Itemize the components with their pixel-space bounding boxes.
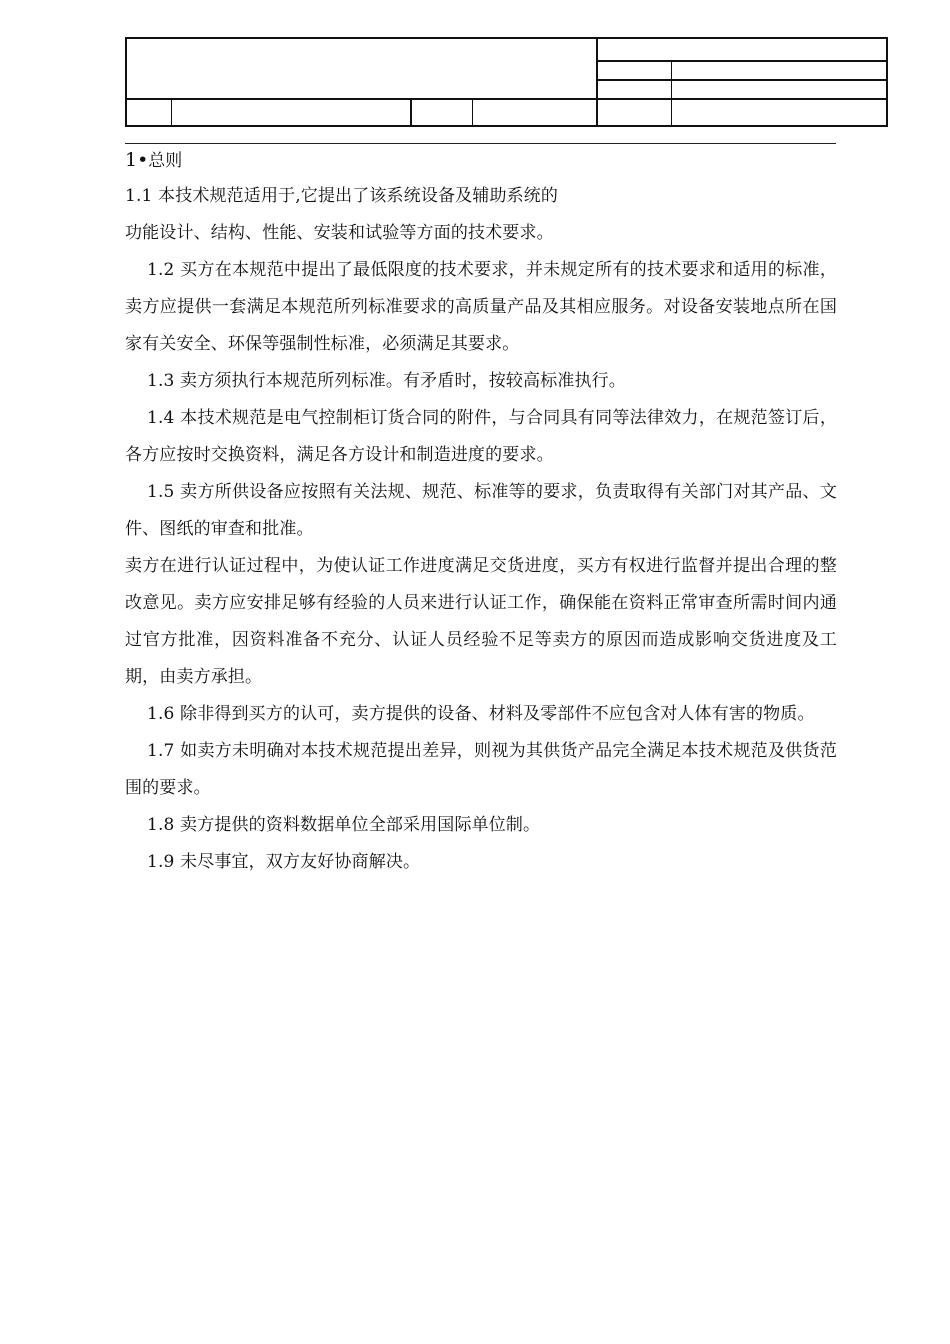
clause-1-8: 1.8 卖方提供的资料数据单位全部采用国际单位制。 [147, 815, 541, 835]
clause-1-5: 1.5 卖方所供设备应按照有关法规、规范、标准等的要求，负责取得有关部门对其产品、文件、图纸的审查和批准。 [125, 482, 837, 539]
clause-1-7: 1.7 如卖方未明确对本技术规范提出差异，则视为其供货产品完全满足本技术规范及供货范围的要求。 [125, 741, 837, 798]
table-divider [171, 99, 172, 127]
table-divider [127, 98, 888, 100]
document-body [125, 145, 837, 881]
clause-1-4: 1.4 本技术规范是电气控制柜订货合同的附件，与合同具有同等法律效力，在规范签订后，各方应按时交换资料，满足各方设计和制造进度的要求。 [125, 408, 837, 465]
clause-1-2: 1.2 买方在本规范中提出了最低限度的技术要求，并未规定所有的技术要求和适用的标准，卖方应提供一套满足本规范所列标准要求的高质量产品及其相应服务。对设备安装地点所在国家有关安全、环保等强制性标准，必须满足其要求。 [125, 260, 837, 354]
certification-paragraph: 卖方在进行认证过程中，为使认证工作进度满足交货进度，买方有权进行监督并提出合理的整改意见。卖方应安排足够有经验的人员来进行认证工作，确保能在资料正常审查所需时间内通过官方批准，因资料准备不充分、认证人员经验不足等卖方的原因而造成影响交货进度及工期，由卖方承担。 [125, 556, 837, 687]
table-divider [671, 60, 672, 127]
clause-1-3: 1.3 卖方须执行本规范所列标准。有矛盾时，按较高标准执行。 [147, 371, 626, 391]
clause-1-6: 1.6 除非得到买方的认可，卖方提供的设备、材料及零部件不应包含对人体有害的物质。 [147, 704, 815, 724]
clause-1-9: 1.9 未尽事宜，双方友好协商解决。 [147, 852, 421, 872]
table-divider [410, 99, 412, 127]
clause-1-1-continued: 功能设计、结构、性能、安装和试验等方面的技术要求。 [125, 223, 554, 243]
table-divider [472, 99, 473, 127]
section-heading [125, 145, 837, 174]
section-title: 总则 [148, 151, 183, 171]
clause-1-1: 1.1 本技术规范适用于,它提出了该系统设备及辅助系统的 [125, 186, 559, 206]
table-divider [596, 39, 598, 127]
table-divider [597, 79, 888, 81]
section-number: 1• [125, 149, 149, 171]
header-form-table [125, 37, 888, 127]
table-divider [597, 60, 888, 62]
header-rule [125, 143, 836, 144]
